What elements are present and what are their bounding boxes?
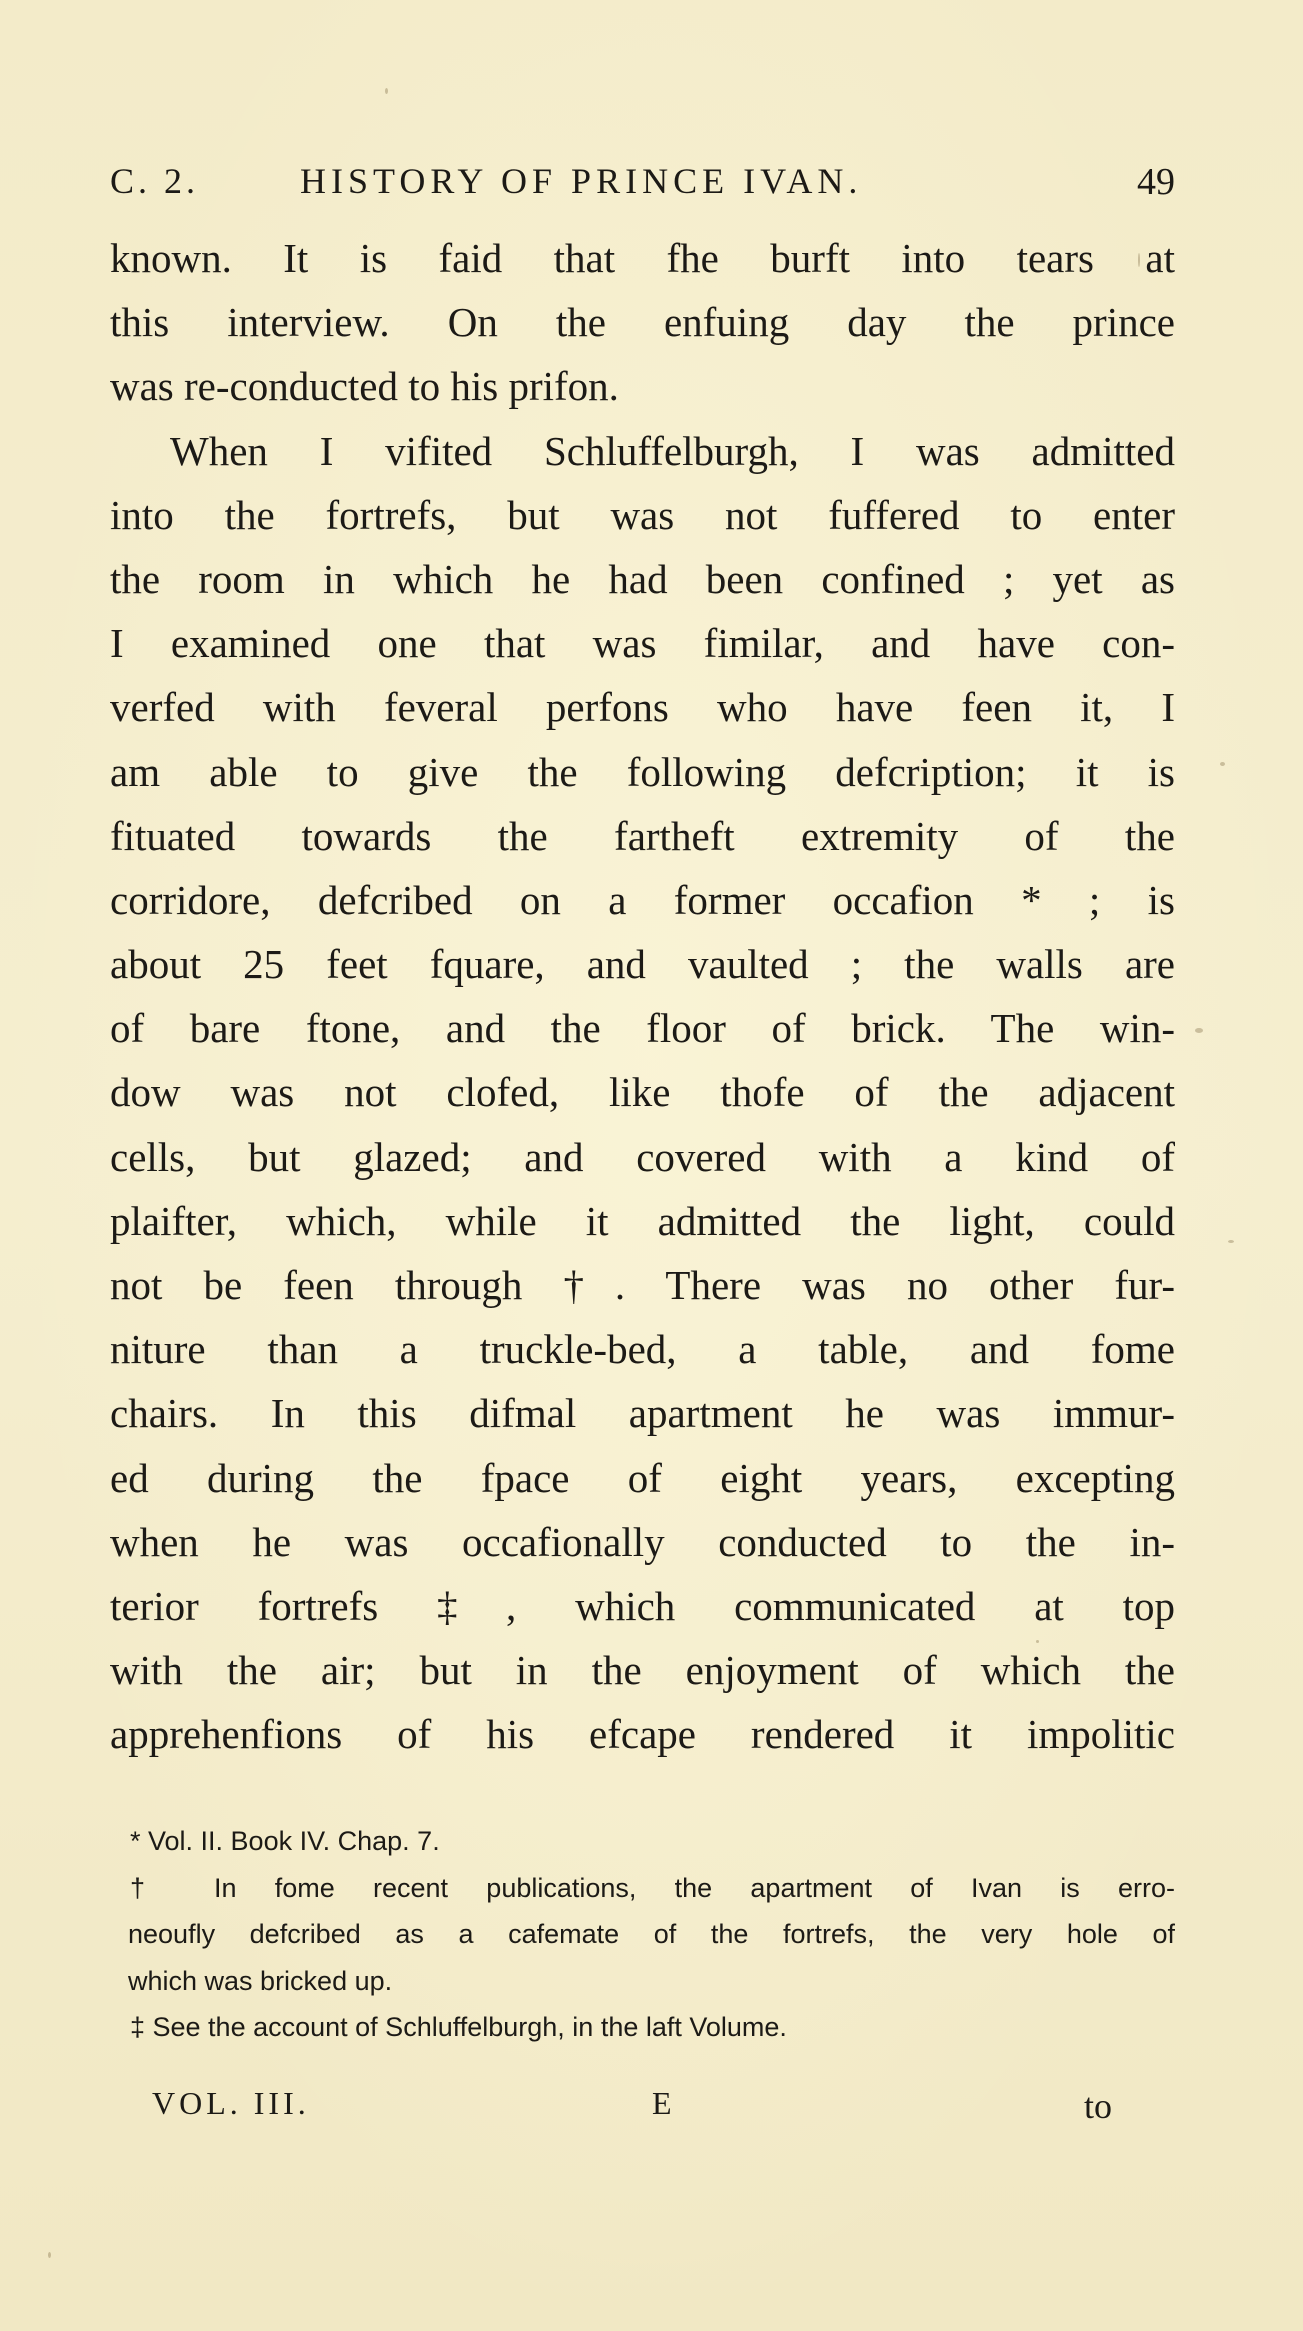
chapter-number: C. 2.: [110, 161, 200, 201]
body-line: known. It is faid that fhe burft into tears at: [110, 235, 1175, 281]
paper-speck: [1220, 762, 1225, 766]
signature-mark: E: [652, 2085, 672, 2121]
body-line: cells, but glazed; and covered with a kind of: [110, 1133, 1175, 1180]
body-line: I examined one that was fimilar, and have con-: [110, 620, 1175, 667]
body-line: apprehenfions of his efcape rendered it impolitic: [110, 1711, 1175, 1758]
running-title: HISTORY OF PRINCE IVAN.: [300, 161, 863, 201]
footnote: neoufly defcribed as a cafemate of the fortrefs, the very hole of: [128, 1919, 1175, 1949]
body-line: of bare ftone, and the floor of brick. The win-: [110, 1005, 1175, 1052]
paper-speck: [1138, 253, 1140, 267]
signature-line: [152, 2085, 1112, 2135]
running-head: [110, 160, 1175, 210]
footnote: * Vol. II. Book IV. Chap. 7.: [130, 1826, 440, 1856]
footnote: † In fome recent publications, the apartment of Ivan is erro-: [130, 1872, 1175, 1903]
body-line: this interview. On the enfuing day the prince: [110, 299, 1175, 346]
body-line: into the fortrefs, but was not fuffered to enter: [110, 491, 1175, 538]
paper-speck: [385, 88, 388, 94]
body-line: am able to give the following defcription; it is: [110, 748, 1175, 795]
body-line: niture than a truckle-bed, a table, and fome: [110, 1326, 1175, 1373]
body-line: dow was not clofed, like thofe of the adjacent: [110, 1069, 1175, 1116]
body-line: not be feen through †. There was no other fur-: [110, 1262, 1175, 1308]
paper-speck: [1036, 1640, 1039, 1643]
page-number: 49: [1137, 161, 1175, 203]
footnotes: [130, 1818, 1175, 2051]
body-line: chairs. In this difmal apartment he was immur-: [110, 1390, 1175, 1437]
paper-speck: [48, 2252, 51, 2258]
paper-speck: [1228, 1240, 1234, 1243]
body-line: When I vifited Schluffelburgh, I was admitted: [170, 427, 1175, 474]
volume-mark: VOL. III.: [152, 2085, 310, 2121]
footnote: ‡ See the account of Schluffelburgh, in the laft Volume.: [130, 2012, 787, 2042]
body-line: verfed with feveral perfons who have feen it, I: [110, 684, 1175, 731]
body-line: fituated towards the fartheft extremity of the: [110, 812, 1175, 859]
body-line: with the air; but in the enjoyment of which the: [110, 1647, 1175, 1694]
body-line: about 25 feet fquare, and vaulted ; the walls are: [110, 941, 1175, 988]
body-line: the room in which he had been confined ; yet as: [110, 555, 1175, 602]
body-line: when he was occafionally conducted to the in-: [110, 1518, 1175, 1565]
body-text: [110, 226, 1175, 1767]
body-line: plaifter, which, while it admitted the light, could: [110, 1197, 1175, 1244]
body-line: corridore, defcribed on a former occafion * ; is: [110, 876, 1175, 923]
paper-speck: [1195, 1028, 1203, 1033]
footnote: which was bricked up.: [128, 1965, 393, 1996]
body-line: terior fortrefs ‡, which communicated at top: [110, 1582, 1175, 1629]
body-line: was re-conducted to his prifon.: [110, 363, 619, 410]
body-line: ed during the fpace of eight years, excepting: [110, 1454, 1175, 1501]
catchword: to: [1083, 2086, 1112, 2126]
